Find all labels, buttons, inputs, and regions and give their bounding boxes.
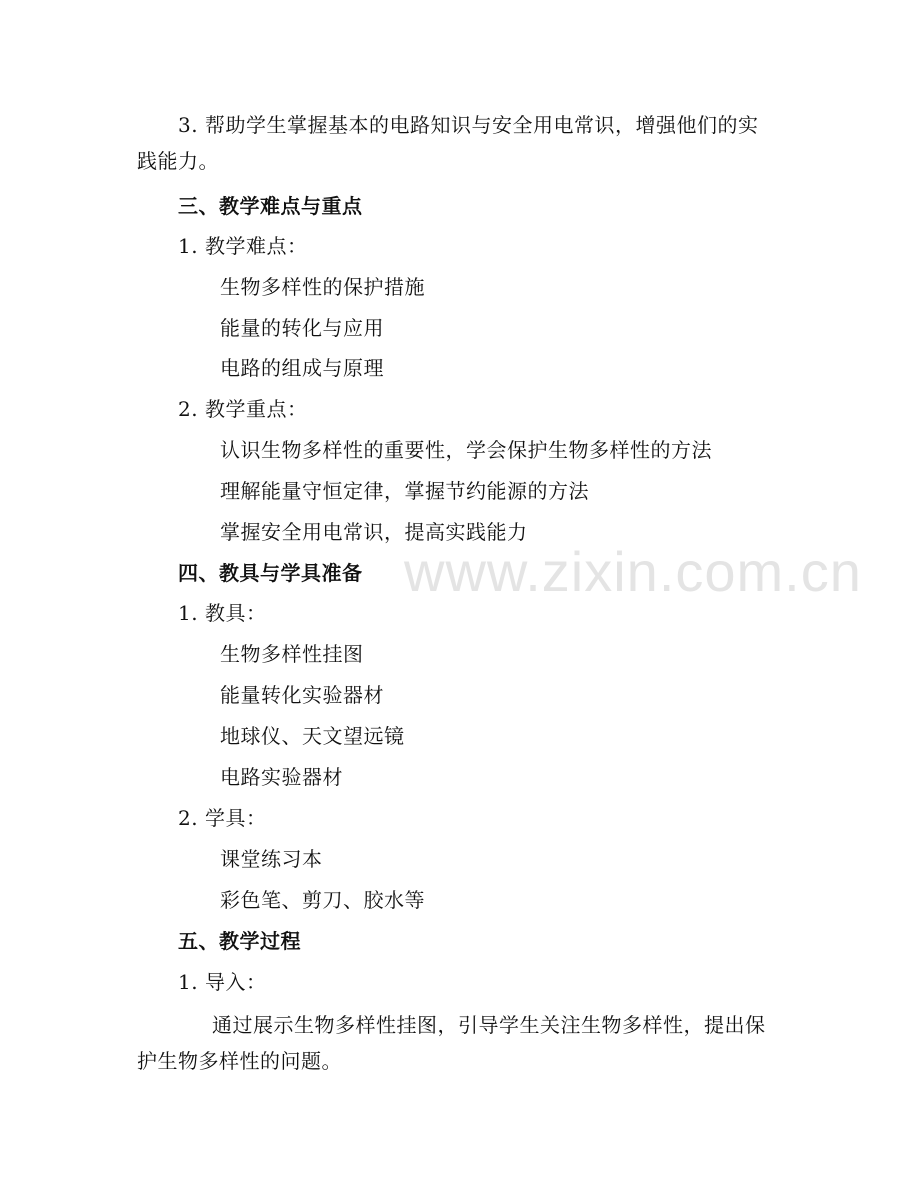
teaching-aid-1: 生物多样性挂图 [220,642,364,666]
difficulty-point-3: 电路的组成与原理 [220,356,384,380]
teaching-aid-3: 地球仪、天文望远镜 [220,724,405,748]
teaching-aid-2: 能量转化实验器材 [220,683,384,707]
intro-label: 1. 导入： [178,970,267,994]
keypoint-1: 认识生物多样性的重要性，学会保护生物多样性的方法 [220,438,712,462]
intro-text-line-2: 护生物多样性的问题。 [137,1049,342,1073]
difficulty-point-1: 生物多样性的保护措施 [220,275,425,299]
section-4-heading: 四、教具与学具准备 [178,561,363,585]
learning-tools-label: 2. 学具： [178,806,267,830]
learning-tool-2: 彩色笔、剪刀、胶水等 [220,888,425,912]
section-5-heading: 五、教学过程 [178,929,301,953]
objective-3-line-2: 践能力。 [137,149,219,173]
difficulty-label: 1. 教学难点： [178,234,308,258]
keypoint-label: 2. 教学重点： [178,397,308,421]
section-3-heading: 三、教学难点与重点 [178,194,363,218]
intro-text-line-1: 通过展示生物多样性挂图，引导学生关注生物多样性，提出保 [212,1013,766,1037]
teaching-aid-4: 电路实验器材 [220,765,343,789]
objective-3-line-1: 3. 帮助学生掌握基本的电路知识与安全用电常识，增强他们的实 [178,113,759,137]
difficulty-point-2: 能量的转化与应用 [220,316,384,340]
keypoint-3: 掌握安全用电常识，提高实践能力 [220,520,528,544]
keypoint-2: 理解能量守恒定律，掌握节约能源的方法 [220,479,589,503]
watermark: www.zixin.com.cn [404,540,862,603]
teaching-aids-label: 1. 教具： [178,601,267,625]
learning-tool-1: 课堂练习本 [220,847,323,871]
